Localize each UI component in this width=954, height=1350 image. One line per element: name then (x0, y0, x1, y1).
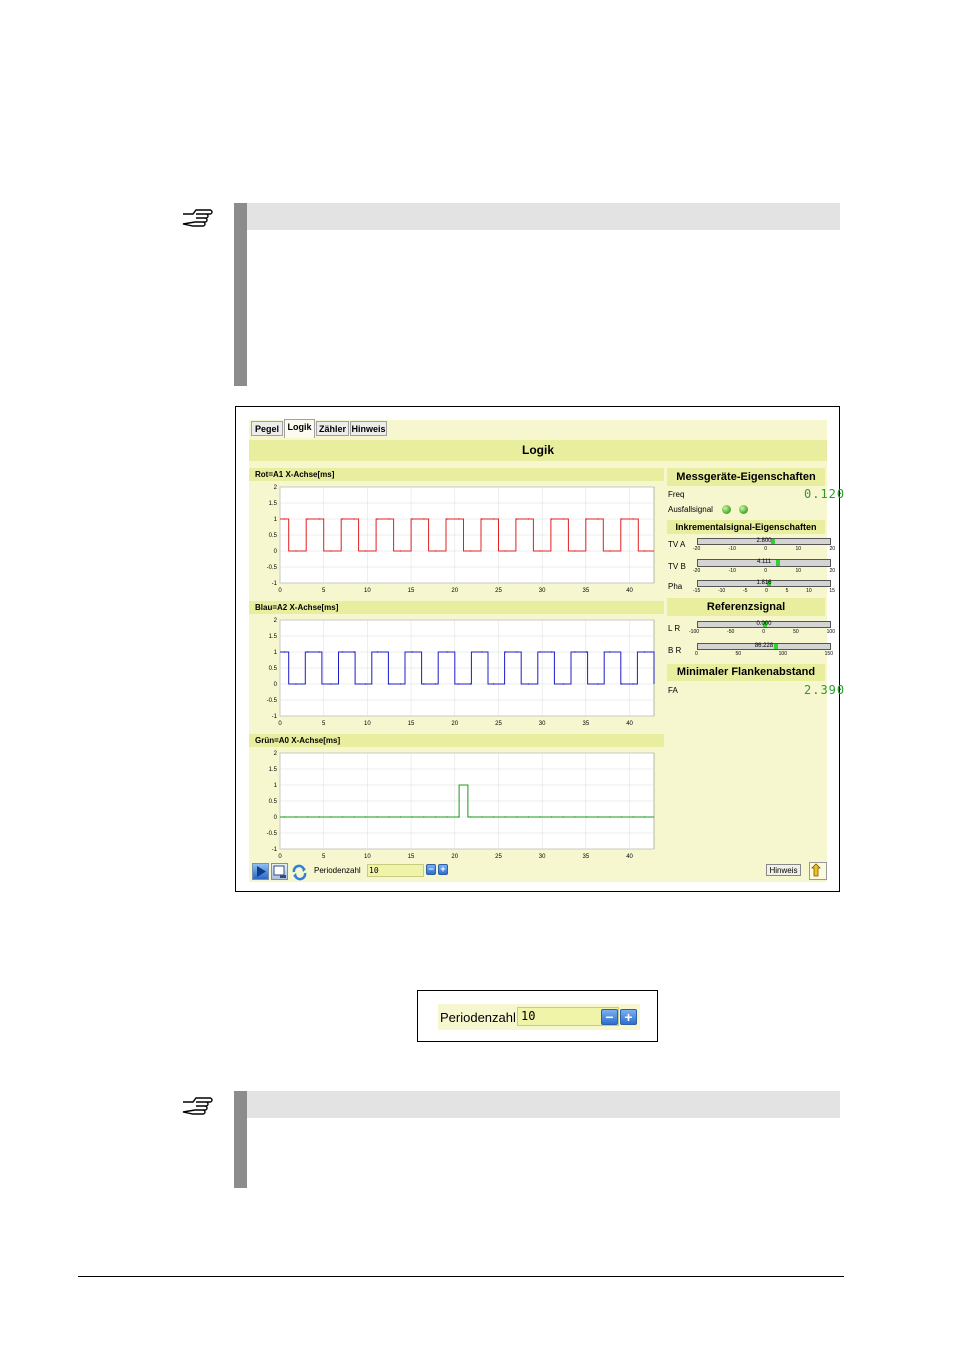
tva-gauge: 2.800 (697, 538, 831, 545)
y-tick-label: 1 (273, 650, 277, 656)
x-tick-label: 25 (495, 588, 502, 594)
sample-point (319, 518, 320, 519)
sample-point (412, 816, 413, 817)
sample-point (330, 816, 331, 817)
sample-point (458, 683, 459, 684)
note-header (247, 1091, 840, 1118)
x-tick-label: 10 (364, 854, 371, 860)
y-tick-label: 0.5 (268, 533, 277, 539)
sample-point (516, 518, 517, 519)
lr-label: L R (668, 624, 681, 633)
sample-point (528, 518, 529, 519)
periodenzahl-detail (438, 1004, 640, 1030)
sample-point (353, 651, 354, 652)
freq-value: 0.120 (804, 487, 846, 501)
sample-point (539, 550, 540, 551)
sample-point (504, 816, 505, 817)
flanken-heading: Minimaler Flankenabstand (667, 664, 825, 681)
sample-point (284, 816, 285, 817)
pointing-hand-icon (181, 206, 217, 230)
app-screenshot-frame (235, 406, 846, 892)
save-chart-icon (272, 864, 287, 879)
sample-point (609, 651, 610, 652)
sample-point (586, 651, 587, 652)
y-tick-label: 2 (273, 618, 277, 624)
lr-scale: -100 -50 0 50 100 (689, 629, 835, 635)
tab-logik[interactable]: Logik (284, 419, 315, 438)
play-button[interactable] (252, 863, 269, 880)
sample-point (446, 518, 447, 519)
periodenzahl-label: Periodenzahl (314, 866, 361, 875)
plot-red (249, 482, 664, 604)
exit-button[interactable] (809, 862, 827, 880)
sample-point (644, 550, 645, 551)
sample-point (493, 518, 494, 519)
periodenzahl-detail-frame (417, 990, 658, 1042)
tvb-gauge: 4.111 (697, 559, 831, 567)
tva-scale: -20 -10 0 10 20 (693, 546, 835, 552)
x-tick-label: 40 (626, 588, 633, 594)
sample-point (446, 816, 447, 817)
sample-point (644, 651, 645, 652)
messgeraete-heading: Messgeräte-Eigenschaften (667, 468, 825, 486)
x-tick-label: 5 (322, 721, 326, 727)
y-tick-label: -0.5 (266, 831, 277, 837)
sample-point (435, 683, 436, 684)
sample-point (435, 550, 436, 551)
y-tick-label: -1 (271, 847, 277, 853)
x-tick-label: 35 (582, 588, 590, 594)
fa-value: 2.390 (804, 683, 846, 697)
y-tick-label: 0.5 (268, 799, 277, 805)
play-icon (253, 864, 268, 879)
fa-label: FA (668, 686, 678, 695)
channel-label-red: Rot=A1 X-Achse[ms] (249, 468, 664, 481)
y-tick-label: 0 (273, 549, 277, 555)
sample-point (400, 550, 401, 551)
sample-point (365, 683, 366, 684)
sample-point (621, 518, 622, 519)
x-tick-label: 40 (626, 854, 633, 860)
x-tick-label: 40 (626, 721, 633, 727)
tab-hinweis[interactable]: Hinweis (350, 421, 387, 436)
sample-point (609, 550, 610, 551)
sample-point (412, 518, 413, 519)
x-tick-label: 10 (364, 721, 371, 727)
lr-gauge: 0.000 (697, 621, 831, 628)
footer-rule (78, 1276, 844, 1277)
sample-point (458, 816, 459, 817)
br-scale: 0 50 100 150 (695, 651, 833, 657)
freq-label: Freq (668, 490, 685, 499)
x-tick-label: 5 (322, 854, 326, 860)
referenz-heading: Referenzsignal (667, 598, 825, 616)
sample-point (458, 518, 459, 519)
tva-label: TV A (668, 540, 686, 549)
y-tick-label: 1 (273, 783, 277, 789)
sample-point (516, 816, 517, 817)
note-bar (234, 203, 247, 386)
y-tick-label: 2 (273, 485, 277, 491)
y-tick-label: -1 (271, 714, 277, 720)
sample-point (400, 683, 401, 684)
sample-point (330, 683, 331, 684)
sample-point (586, 816, 587, 817)
sample-point (644, 816, 645, 817)
sample-point (597, 816, 598, 817)
pha-label: Pha (668, 582, 683, 591)
x-tick-label: 10 (364, 588, 371, 594)
decrement-button[interactable]: − (426, 864, 436, 875)
y-tick-label: 1.5 (268, 501, 277, 507)
sample-point (330, 550, 331, 551)
tab-zaehler[interactable]: Zähler (316, 421, 349, 436)
sample-point (493, 816, 494, 817)
sample-point (539, 651, 540, 652)
y-tick-label: -1 (271, 581, 277, 587)
page-title: Logik (249, 440, 827, 461)
sample-point (516, 651, 517, 652)
sample-point (284, 518, 285, 519)
export-button[interactable] (271, 863, 288, 880)
sample-point (319, 816, 320, 817)
sample-point (388, 816, 389, 817)
status-led-2 (739, 505, 748, 514)
increment-button[interactable]: + (438, 864, 448, 875)
br-label: B R (668, 646, 682, 655)
sample-point (307, 651, 308, 652)
inkremental-heading: Inkrementalsignal-Eigenschaften (667, 520, 825, 534)
note-header (247, 203, 840, 230)
tvb-scale: -20 -10 0 10 20 (693, 568, 835, 574)
sample-point (528, 816, 529, 817)
sample-point (574, 550, 575, 551)
sample-point (528, 683, 529, 684)
y-tick-label: -0.5 (266, 565, 277, 571)
sample-point (307, 816, 308, 817)
sample-point (388, 683, 389, 684)
plot-green (249, 748, 664, 870)
tab-pegel[interactable]: Pegel (251, 421, 283, 436)
x-tick-label: 0 (278, 721, 282, 727)
sample-point (470, 550, 471, 551)
hinweis-button[interactable]: Hinweis (766, 864, 801, 876)
sample-point (295, 683, 296, 684)
pointing-hand-icon (181, 1094, 217, 1118)
sample-point (377, 518, 378, 519)
x-tick-label: 25 (495, 854, 502, 860)
sample-point (342, 651, 343, 652)
sample-point (493, 683, 494, 684)
sample-point (539, 816, 540, 817)
zoom-decrement-button[interactable]: − (601, 1009, 618, 1025)
x-tick-label: 0 (278, 854, 282, 860)
sample-point (423, 518, 424, 519)
sample-point (377, 816, 378, 817)
zoom-periodenzahl-label: Periodenzahl (440, 1010, 516, 1025)
y-tick-label: 0 (273, 815, 277, 821)
sample-point (621, 816, 622, 817)
sample-point (284, 651, 285, 652)
y-tick-label: -0.5 (266, 698, 277, 704)
x-tick-label: 30 (538, 854, 546, 860)
x-tick-label: 15 (407, 588, 415, 594)
sample-point (307, 518, 308, 519)
sample-point (563, 518, 564, 519)
x-tick-label: 0 (278, 588, 282, 594)
x-tick-label: 15 (407, 721, 415, 727)
x-tick-label: 35 (582, 854, 590, 860)
refresh-button[interactable] (290, 863, 307, 880)
channel-label-green: Grün=A0 X-Achse[ms] (249, 734, 664, 747)
sample-point (563, 816, 564, 817)
sample-point (400, 816, 401, 817)
sample-point (470, 816, 471, 817)
sample-point (365, 816, 366, 817)
sample-point (423, 816, 424, 817)
x-tick-label: 15 (407, 854, 415, 860)
sample-point (342, 518, 343, 519)
x-tick-label: 35 (582, 721, 590, 727)
sample-point (342, 816, 343, 817)
sample-point (632, 683, 633, 684)
y-tick-label: 1.5 (268, 634, 277, 640)
x-tick-label: 30 (538, 588, 546, 594)
logik-app (249, 420, 846, 882)
refresh-icon (291, 864, 308, 881)
y-tick-label: 0 (273, 682, 277, 688)
exit-arrow-icon (810, 863, 826, 879)
sample-point (435, 816, 436, 817)
sample-point (632, 816, 633, 817)
x-tick-label: 20 (451, 721, 459, 727)
ausfallsignal-label: Ausfallsignal (668, 505, 713, 514)
pha-gauge: 1.816 (697, 580, 831, 587)
sample-point (353, 518, 354, 519)
sample-point (295, 550, 296, 551)
pha-scale: -15 -10 -5 0 5 10 15 (693, 588, 835, 594)
sample-point (551, 816, 552, 817)
sample-point (597, 683, 598, 684)
y-tick-label: 0.5 (268, 666, 277, 672)
note-bar (234, 1091, 247, 1188)
sample-point (504, 651, 505, 652)
sample-point (388, 518, 389, 519)
x-tick-label: 30 (538, 721, 546, 727)
zoom-increment-button[interactable]: + (620, 1009, 637, 1025)
sample-point (551, 518, 552, 519)
sample-point (551, 651, 552, 652)
sample-point (574, 816, 575, 817)
sample-point (319, 651, 320, 652)
x-tick-label: 5 (322, 588, 326, 594)
sample-point (365, 550, 366, 551)
sample-point (412, 651, 413, 652)
sample-point (609, 816, 610, 817)
sample-point (481, 651, 482, 652)
sample-point (446, 651, 447, 652)
sample-point (632, 518, 633, 519)
tvb-label: TV B (668, 562, 686, 571)
zoom-periodenzahl-input[interactable]: 10 (517, 1007, 619, 1026)
sample-point (504, 550, 505, 551)
sample-point (470, 683, 471, 684)
sample-point (621, 683, 622, 684)
plot-blue (249, 615, 664, 737)
sample-point (563, 683, 564, 684)
br-gauge: 86.228 (697, 643, 831, 650)
sample-point (574, 651, 575, 652)
channel-label-blue: Blau=A2 X-Achse[ms] (249, 601, 664, 614)
bottom-toolbar (249, 860, 827, 882)
x-tick-label: 20 (451, 854, 459, 860)
sample-point (481, 816, 482, 817)
y-tick-label: 2 (273, 751, 277, 757)
status-led-1 (722, 505, 731, 514)
sample-point (586, 518, 587, 519)
x-tick-label: 25 (495, 721, 502, 727)
sample-point (377, 651, 378, 652)
periodenzahl-input[interactable]: 10 (367, 864, 424, 877)
x-tick-label: 20 (451, 588, 459, 594)
sample-point (481, 518, 482, 519)
y-tick-label: 1 (273, 517, 277, 523)
sample-point (295, 816, 296, 817)
sample-point (423, 683, 424, 684)
sample-point (353, 816, 354, 817)
sample-point (597, 518, 598, 519)
y-tick-label: 1.5 (268, 767, 277, 773)
